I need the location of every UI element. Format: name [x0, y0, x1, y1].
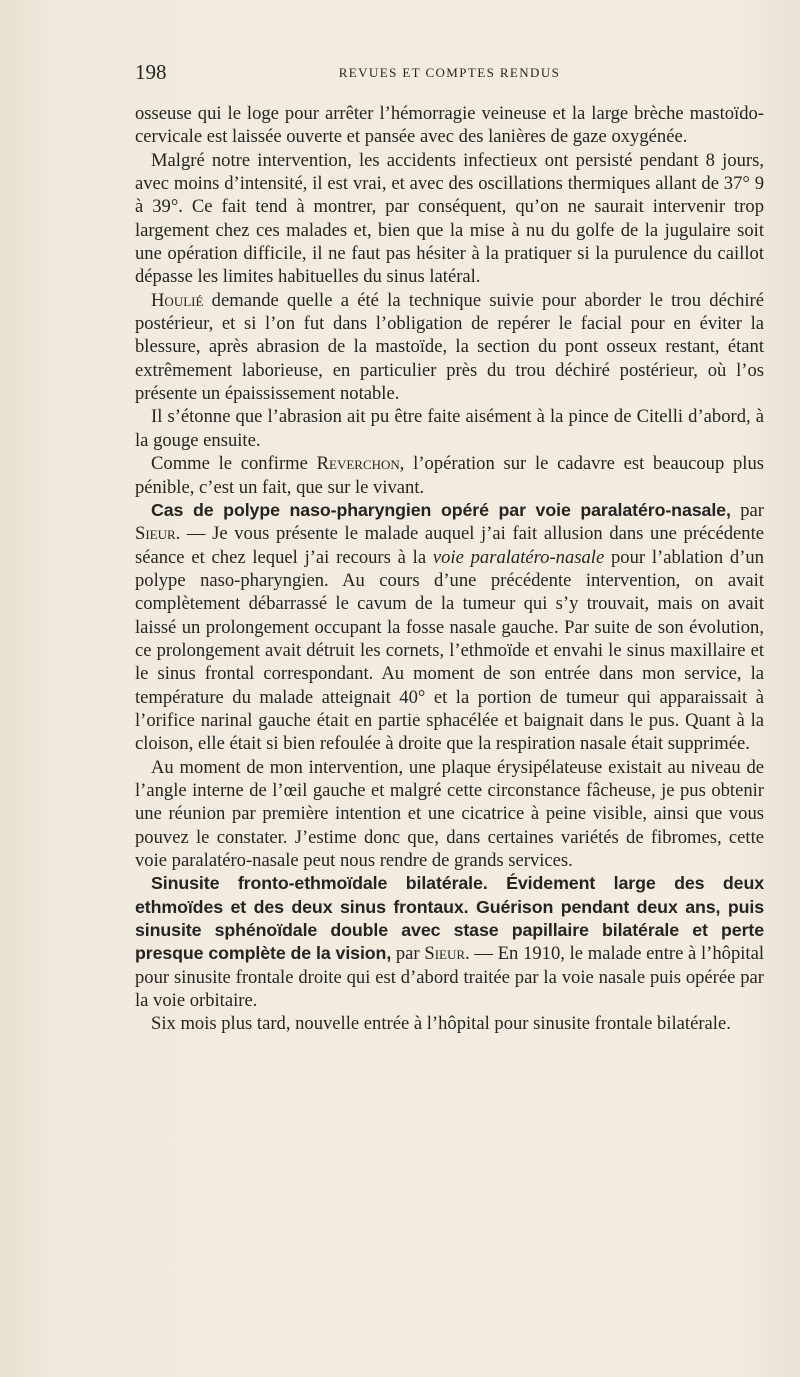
- paragraph-3: [135, 289, 764, 406]
- page-number: 198: [135, 60, 167, 84]
- speaker-name: Houlié: [151, 289, 204, 311]
- paragraph-5-text-a: Comme le confirme: [151, 453, 317, 475]
- section-2-author: Sieur: [424, 943, 466, 965]
- paragraph-3-text: demande quelle a été la technique suivie pour aborder le trou déchiré postérieur, et si l’on fut dans l’obligation de repérer le facial pour en éviter la blessure, après abrasion de la mastoïde, la section du pont osseux restant, étant extrêmement laborieuse, en particulier près du trou déchiré postérieur, où l’os présente un épaississement notable.: [135, 289, 764, 405]
- section-1-italic: voie paralatéro-nasale: [432, 546, 605, 568]
- running-title: REVUES ET COMPTES RENDUS: [338, 65, 561, 80]
- section-1: [135, 499, 764, 756]
- section-1-by: par: [730, 499, 765, 521]
- section-1-title: Cas de polype naso-pharyngien opéré par voie paralatéro-nasale,: [151, 499, 731, 520]
- paragraph-4-text: Il s’étonne que l’abrasion ait pu être faite aisément à la pince de Citelli d’abord, à la gouge ensuite.: [135, 406, 764, 451]
- section-2-by: par: [391, 943, 425, 965]
- paragraph-7: [135, 756, 764, 873]
- section-1-text-a: . — Je vous présente le malade auquel j’ai fait allusion dans une précédente séance et chez lequel j’ai recours à la: [135, 523, 764, 568]
- paragraph-1: [135, 102, 764, 149]
- section-2-title: Sinusite fronto-ethmoïdale bilatérale. Évidement large des deux ethmoïdes et des deux sinus frontaux. Guérison pendant deux ans, puis sinusite sphénoïdale double avec stase papillaire bilatérale et perte presque complète de la vision,: [135, 873, 764, 964]
- section-1-author: Sieur: [135, 523, 176, 545]
- section-1-text-b: pour l’ablation d’un polype naso-pharyngien. Au cours d’une précédente intervention, on avait complètement débarrassé le cavum de la tumeur qui s’y trouvait, mais on avait laissé un prolongement occupant la fosse nasale gauche. Par suite de son évolution, ce prolongement avait détruit les cornets, l’ethmoïde et envahi le sinus maxillaire et le sinus frontal correspondant. Au moment de son entrée dans mon service, la température du malade atteignait 40° et la portion de tumeur qui apparaissait à l’orifice narinal gauche était en partie sphacélée et baignait dans le pus. Quant à la cloison, elle était si bien refoulée à droite que la respiration nasale était supprimée.: [135, 546, 764, 755]
- section-2: [135, 872, 764, 1012]
- section-2-text: . — En 1910, le malade entre à l’hôpital pour sinusite frontale droite qui est d’abord traitée par la voie nasale puis opérée par la voie orbitaire.: [135, 943, 765, 1012]
- running-head: [135, 60, 764, 90]
- paragraph-7-text: Au moment de mon intervention, une plaque érysipélateuse existait au niveau de l’angle interne de l’œil gauche et malgré cette circonstance fâcheuse, je pus obtenir une réunion par première intention et une cicatrice à peine visible, ainsi que vous pouvez le constater. J’estime donc que, dans certaines variétés de fibromes, cette voie paralatéro-nasale peut nous rendre de grands services.: [135, 756, 764, 871]
- body-text: [135, 102, 764, 1036]
- paragraph-9: [135, 1012, 764, 1035]
- paragraph-4: [135, 405, 764, 452]
- paragraph-2-text: Malgré notre intervention, les accidents infectieux ont persisté pendant 8 jours, avec moins d’intensité, il est vrai, et avec des oscillations thermiques allant de 37° 9 à 39°. Ce fait tend à montrer, par conséquent, qu’on ne saurait intervenir trop largement chez ces malades et, bien que la mise à nu du golfe de la jugulaire soit une opération difficile, il ne faut pas hésiter à la pratiquer si la purulence du caillot dépasse les limites habituelles du sinus latéral.: [135, 149, 764, 288]
- paragraph-5-text-b: , l’opération sur le cadavre est beaucoup plus pénible, c’est un fait, que sur le vivant.: [135, 453, 764, 498]
- paragraph-2: [135, 149, 764, 289]
- paragraph-9-text: Six mois plus tard, nouvelle entrée à l’hôpital pour sinusite frontale bilatérale.: [151, 1013, 731, 1035]
- paragraph-1-text: osseuse qui le loge pour arrêter l’hémorragie veineuse et la large brèche mastoïdo-cervicale est laissée ouverte et pansée avec des lanières de gaze oxygénée.: [135, 103, 764, 148]
- paragraph-5: [135, 452, 764, 499]
- cited-name: Reverchon: [316, 453, 400, 475]
